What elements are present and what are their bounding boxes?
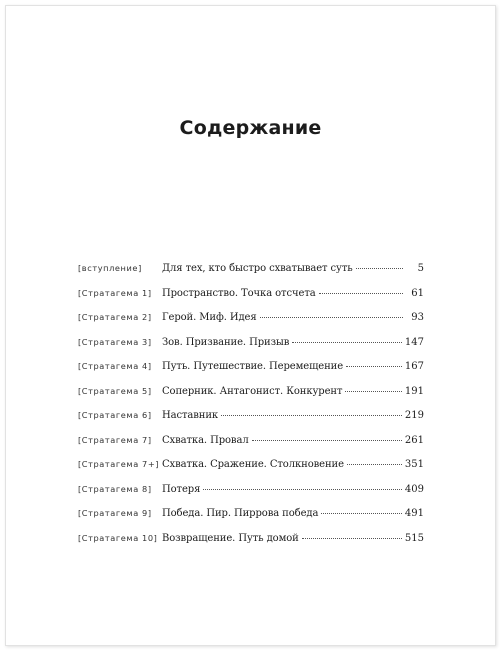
toc-entry: Путь. Путешествие. Перемещение — [162, 361, 344, 372]
toc-entry: Возвращение. Путь домой — [162, 532, 299, 544]
toc-row — [78, 281, 424, 306]
toc-label: [Стратагема 1] — [78, 287, 152, 298]
toc-page-number: 409 — [404, 483, 424, 495]
toc-page-number: 261 — [404, 434, 424, 446]
dot-leader — [292, 342, 402, 343]
table-of-contents — [78, 256, 424, 550]
toc-label: [Стратагема 2] — [78, 312, 152, 322]
book-page — [5, 5, 496, 646]
toc-entry: Зов. Призвание. Призыв — [162, 336, 290, 348]
toc-label: [Стратагема 4] — [78, 361, 152, 371]
toc-entry: Соперник. Антагонист. Конкурент — [162, 385, 343, 397]
toc-page-number: 93 — [411, 312, 424, 323]
toc-entry: Наставник — [162, 410, 219, 421]
toc-entry: Герой. Миф. Идея — [162, 312, 257, 323]
toc-entry: Победа. Пир. Пиррова победа — [162, 508, 319, 519]
toc-page-number: 191 — [404, 385, 424, 397]
toc-row — [78, 305, 424, 330]
toc-row — [78, 256, 424, 281]
toc-label: [Стратагема 8] — [78, 483, 152, 494]
dot-leader — [321, 513, 402, 514]
toc-page-number: 491 — [404, 508, 424, 519]
toc-row — [78, 526, 424, 551]
dot-leader — [356, 268, 403, 269]
toc-page-number: 219 — [404, 410, 424, 421]
toc-label: [Стратагема 5] — [78, 385, 152, 396]
toc-label: [вступление] — [78, 263, 142, 273]
toc-label: [Стратагема 7+] — [78, 459, 160, 469]
dot-leader — [252, 440, 402, 441]
page-title: Содержание — [179, 117, 322, 139]
toc-label: [Стратагема 3] — [78, 336, 152, 347]
dot-leader — [221, 415, 402, 416]
toc-page-number: 147 — [404, 336, 424, 348]
toc-row — [78, 501, 424, 526]
toc-entry: Для тех, кто быстро схватывает суть — [162, 263, 353, 274]
toc-page-number: 5 — [417, 263, 424, 274]
toc-row — [78, 403, 424, 428]
toc-entry: Потеря — [162, 483, 201, 495]
toc-entry: Схватка. Провал — [162, 434, 249, 446]
toc-row — [78, 428, 424, 453]
toc-page-number: 351 — [404, 459, 424, 470]
dot-leader — [260, 317, 403, 318]
toc-row — [78, 477, 424, 502]
dot-leader — [345, 391, 402, 392]
dot-leader — [347, 464, 402, 465]
dot-leader — [203, 489, 402, 490]
dot-leader — [319, 293, 403, 294]
toc-page-number: 61 — [411, 287, 424, 299]
toc-label: [Стратагема 6] — [78, 410, 152, 420]
toc-label: [Стратагема 10] — [78, 532, 158, 543]
toc-page-number: 167 — [404, 361, 424, 372]
dot-leader — [346, 366, 402, 367]
toc-row — [78, 452, 424, 477]
toc-label: [Стратагема 9] — [78, 508, 152, 518]
toc-row — [78, 354, 424, 379]
toc-row — [78, 379, 424, 404]
toc-entry: Схватка. Сражение. Столкновение — [162, 459, 344, 470]
toc-row — [78, 330, 424, 355]
toc-page-number: 515 — [404, 532, 424, 544]
toc-label: [Стратагема 7] — [78, 434, 152, 445]
toc-entry: Пространство. Точка отсчета — [162, 287, 316, 299]
dot-leader — [302, 538, 402, 539]
